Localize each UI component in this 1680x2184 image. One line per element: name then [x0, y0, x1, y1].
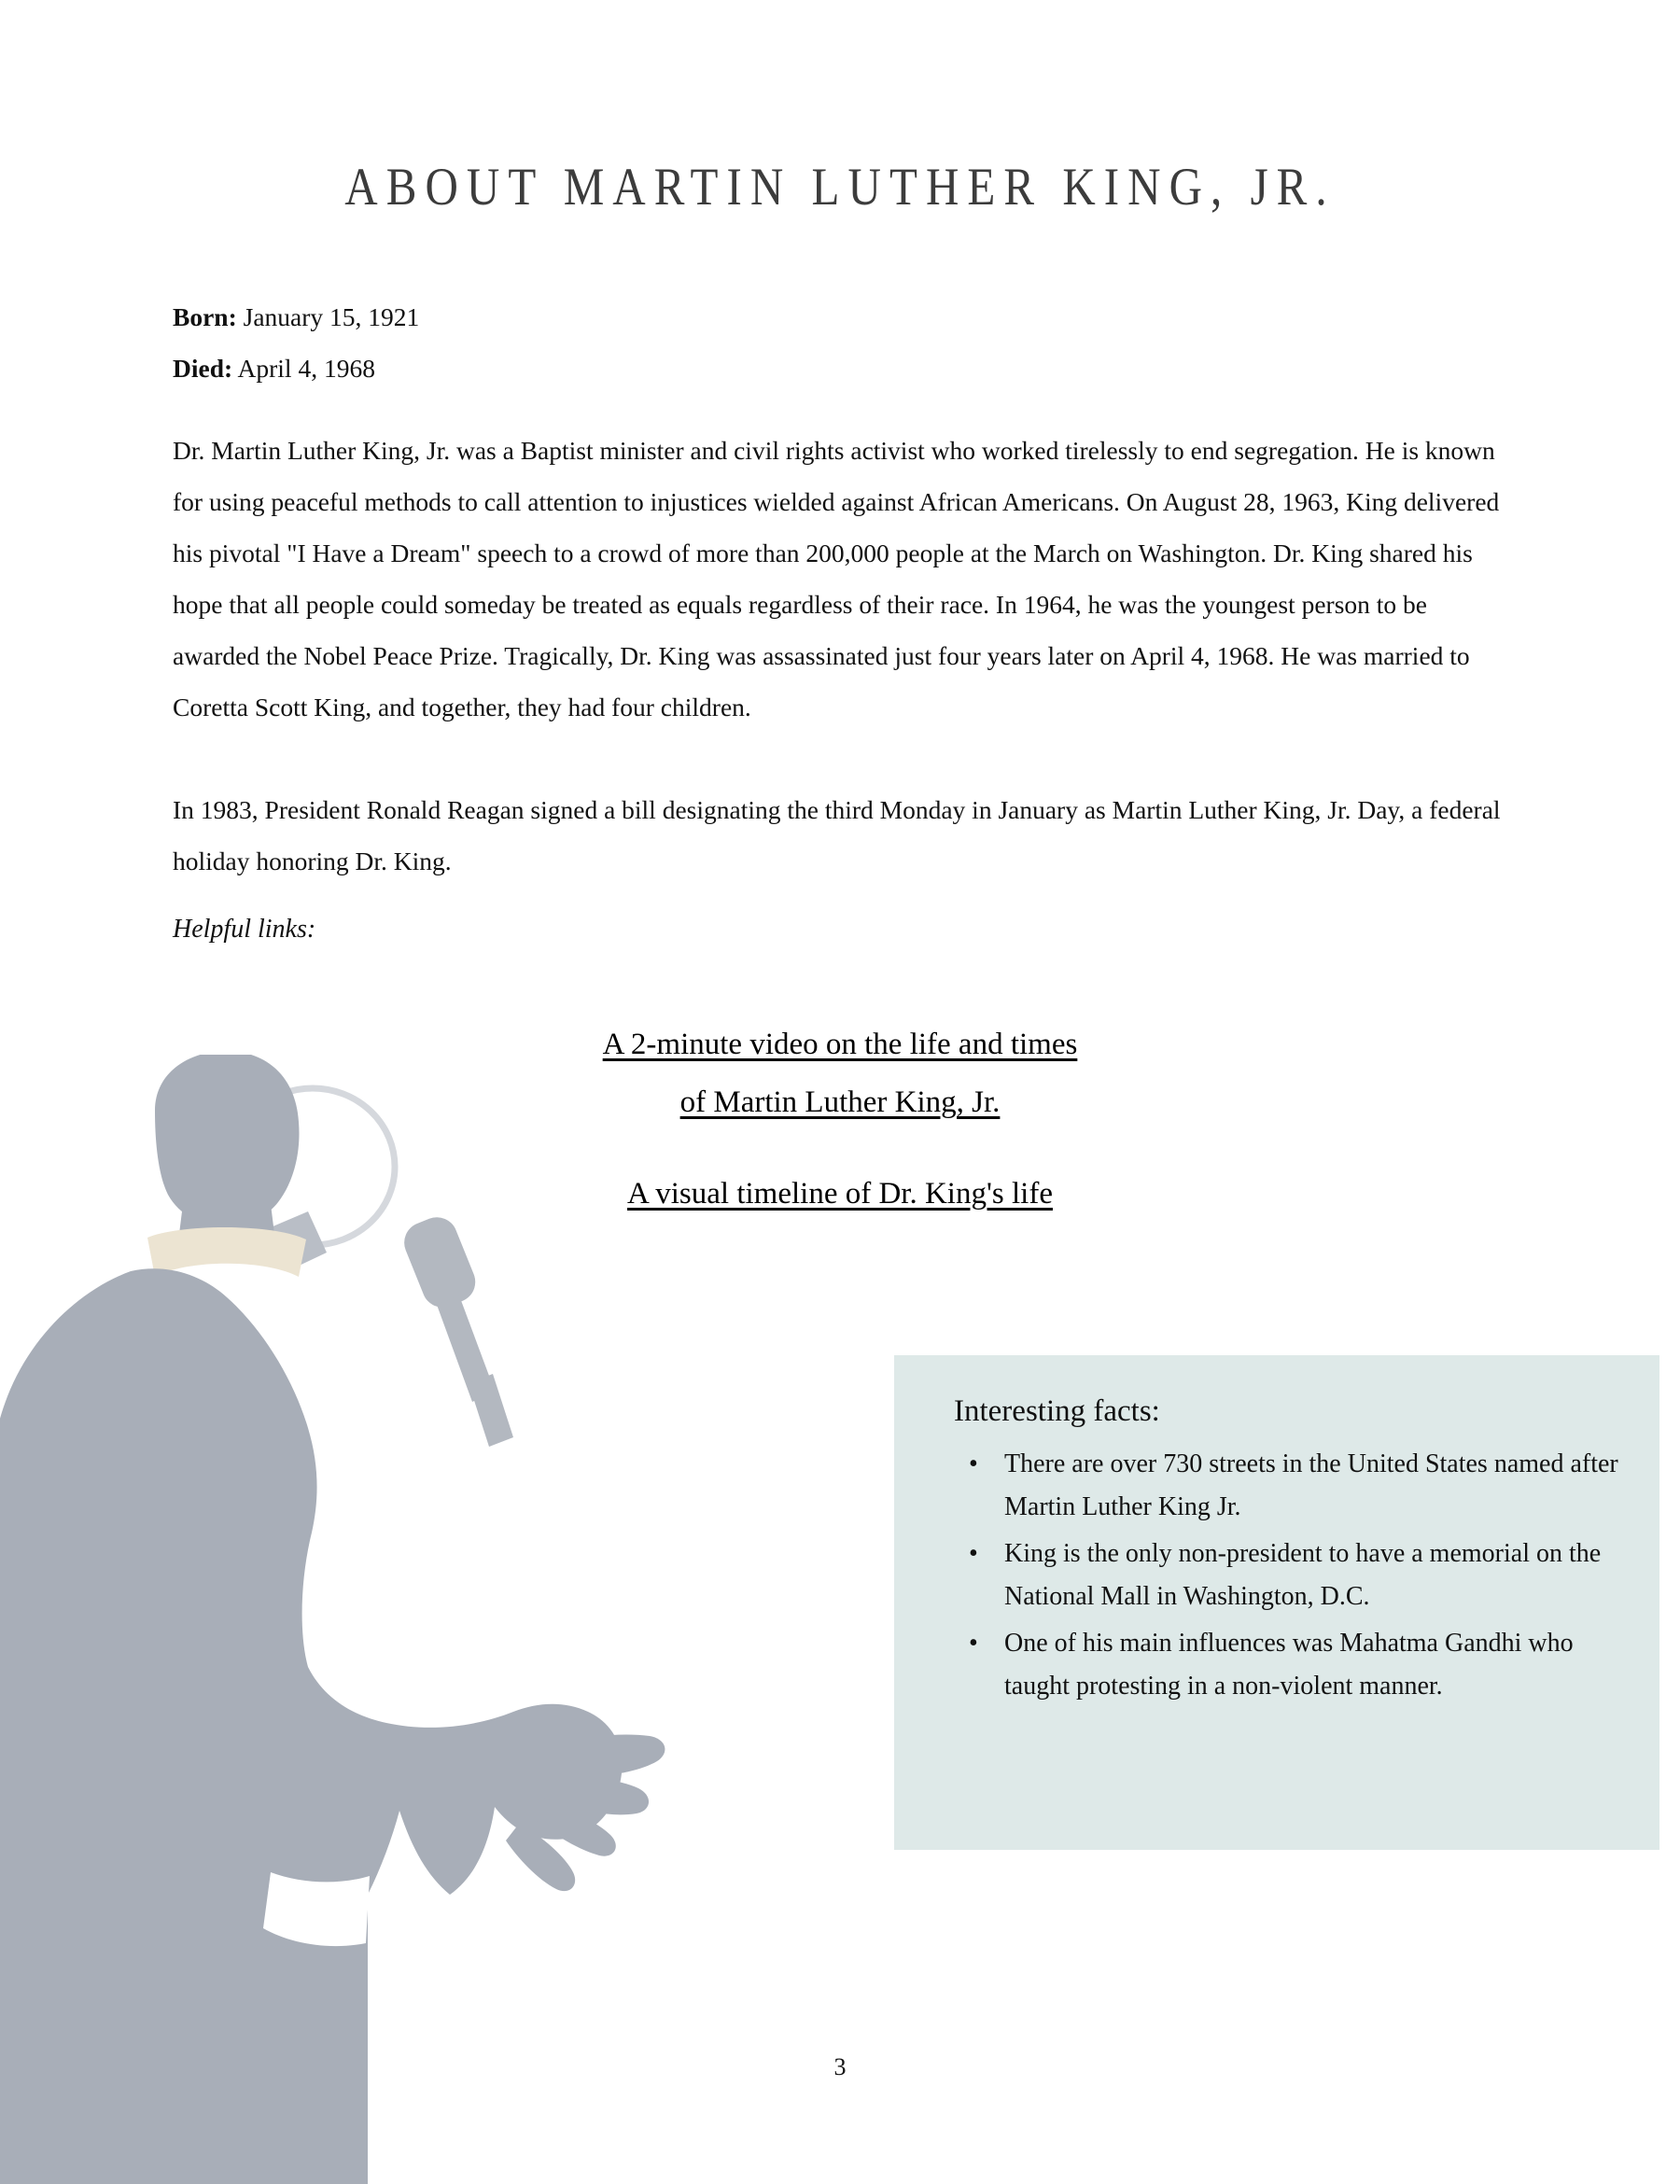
vitals-block	[173, 291, 1507, 394]
link-timeline-block	[173, 1165, 1507, 1223]
microphone-icon	[231, 1088, 513, 1447]
bullet-icon: •	[969, 1539, 978, 1568]
holiday-paragraph-2: In 1983, President Ronald Reagan signed a bill designating the third Monday in January as Martin Luther King, Jr. Day, a federal holiday honoring Dr. King.	[173, 795, 1501, 875]
link-video-block	[173, 1015, 1507, 1131]
facts-list	[948, 1443, 1631, 1708]
page-number: 3	[833, 2053, 847, 2080]
bullet-icon: •	[969, 1629, 978, 1658]
facts-panel-title: Interesting facts:	[954, 1394, 1160, 1428]
link-2-minute-video[interactable]	[173, 1015, 1507, 1131]
died-value: April 4, 1968	[232, 354, 375, 383]
mlk-speaking-silhouette	[0, 1055, 933, 2184]
link-video-line-2: of Martin Luther King, Jr.	[679, 1085, 1001, 1119]
page-title: ABOUT MARTIN LUTHER KING, JR.	[344, 158, 1336, 217]
fact-text: One of his main influences was Mahatma Gandhi who taught protesting in a non-violent manner.	[1004, 1629, 1574, 1701]
figure-robe-fold	[263, 1872, 370, 1946]
interesting-facts-panel	[894, 1355, 1659, 1850]
biography-paragraph-1: Dr. Martin Luther King, Jr. was a Baptist minister and civil rights activist who worked tirelessly to end segregation. He is known for using peaceful methods to call attention to injustices wielded against African Americans. On August 28, 1963, King delivered his pivotal "I Have a Dream" speech to a crowd of more than 200,000 people at the March on Washington. Dr. King shared his hope that all people could someday be treated as equals regardless of their race. In 1964, he was the youngest person to be awarded the Nobel Peace Prize. Tragically, Dr. King was assassinated just four years later on April 4, 1968. He was married to Coretta Scott King, and together, they had four children.	[173, 436, 1500, 721]
died-line	[173, 343, 1507, 394]
born-label: Born:	[173, 302, 237, 331]
figure-collar	[147, 1227, 306, 1277]
link-visual-timeline[interactable]: A visual timeline of Dr. King's life	[627, 1177, 1053, 1211]
fact-text: There are over 730 streets in the United States named after Martin Luther King Jr.	[1004, 1449, 1618, 1521]
bullet-icon: •	[969, 1449, 978, 1478]
born-value: January 15, 1921	[236, 302, 420, 331]
list-item	[969, 1533, 1631, 1618]
link-video-line-1: A 2-minute video on the life and times	[602, 1028, 1078, 1061]
list-item	[969, 1622, 1631, 1708]
figure-hand	[506, 1735, 665, 1892]
fact-text: King is the only non-president to have a memorial on the National Mall in Washington, D.C.	[1004, 1539, 1602, 1611]
list-item	[969, 1443, 1631, 1529]
figure-body	[0, 1268, 623, 2184]
helpful-links-heading: Helpful links:	[173, 915, 316, 944]
born-line	[173, 291, 1507, 343]
died-label: Died:	[173, 354, 233, 383]
